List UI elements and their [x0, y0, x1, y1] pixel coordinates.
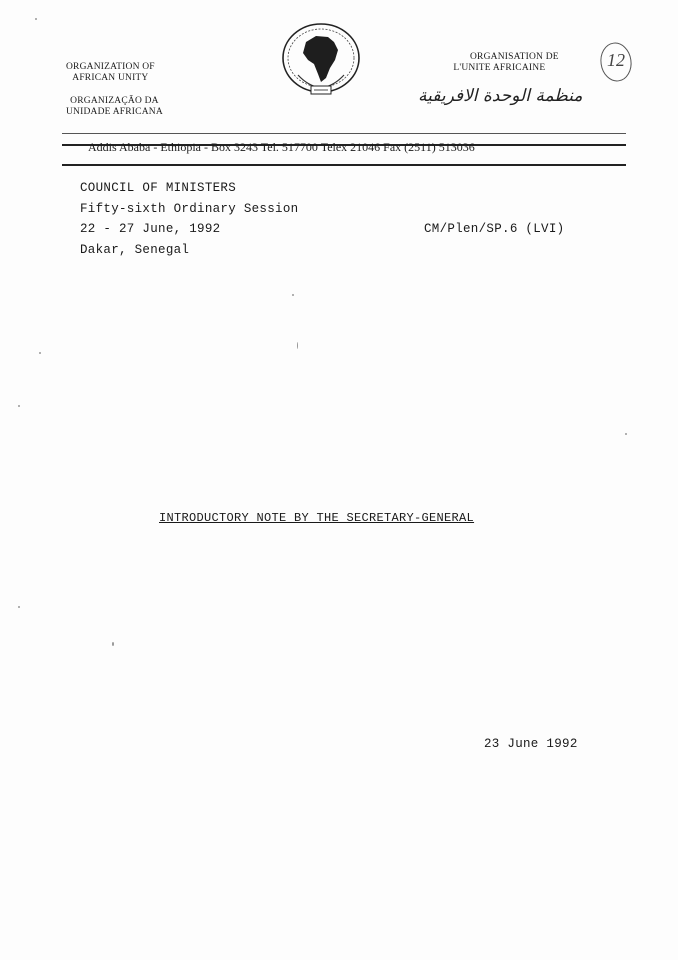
session-dates: 22 - 27 June, 1992 [80, 222, 221, 236]
document-title: INTRODUCTORY NOTE BY THE SECRETARY-GENERAL [159, 511, 475, 525]
council-name: COUNCIL OF MINISTERS [80, 181, 237, 195]
scan-speck [18, 405, 20, 407]
org-name-fr-line1: ORGANISATION DE [470, 52, 559, 62]
contact-line: Addis Ababa - Ethiopia - Box 3243 Tel. 517700 Telex 21046 Fax (2511) 513036 [88, 140, 475, 154]
scan-speck [35, 18, 37, 20]
page-mark [596, 40, 636, 84]
document-reference: CM/Plen/SP.6 (LVI) [424, 222, 565, 236]
org-name-fr-line2: L'UNITE AFRICAINE [453, 63, 546, 73]
page-mark-number: 12 [607, 50, 625, 70]
session-name: Fifty-sixth Ordinary Session [80, 202, 299, 216]
scan-speck [297, 342, 298, 349]
header-left-portuguese [66, 96, 163, 118]
header-left-english [66, 62, 155, 84]
session-place: Dakar, Senegal [80, 243, 190, 257]
document-date: 23 June 1992 [484, 737, 578, 751]
scan-speck [18, 606, 20, 608]
scan-speck [625, 433, 627, 435]
org-name-arabic: منظمة الوحدة الافريقية [418, 86, 583, 106]
org-name-pt-line1: ORGANIZAÇÃO DA [70, 96, 159, 106]
scan-speck [292, 294, 294, 296]
org-name-en-line1: ORGANIZATION OF [66, 62, 155, 72]
header-right-french [440, 52, 559, 74]
header-rule-thin [62, 133, 626, 134]
org-name-pt-line2: UNIDADE AFRICANA [66, 107, 163, 117]
org-name-en-line2: AFRICAN UNITY [72, 73, 149, 83]
header-rule-bottom [62, 164, 626, 166]
oau-emblem-icon [278, 20, 364, 100]
scan-speck [39, 352, 41, 354]
scan-speck [112, 642, 114, 646]
